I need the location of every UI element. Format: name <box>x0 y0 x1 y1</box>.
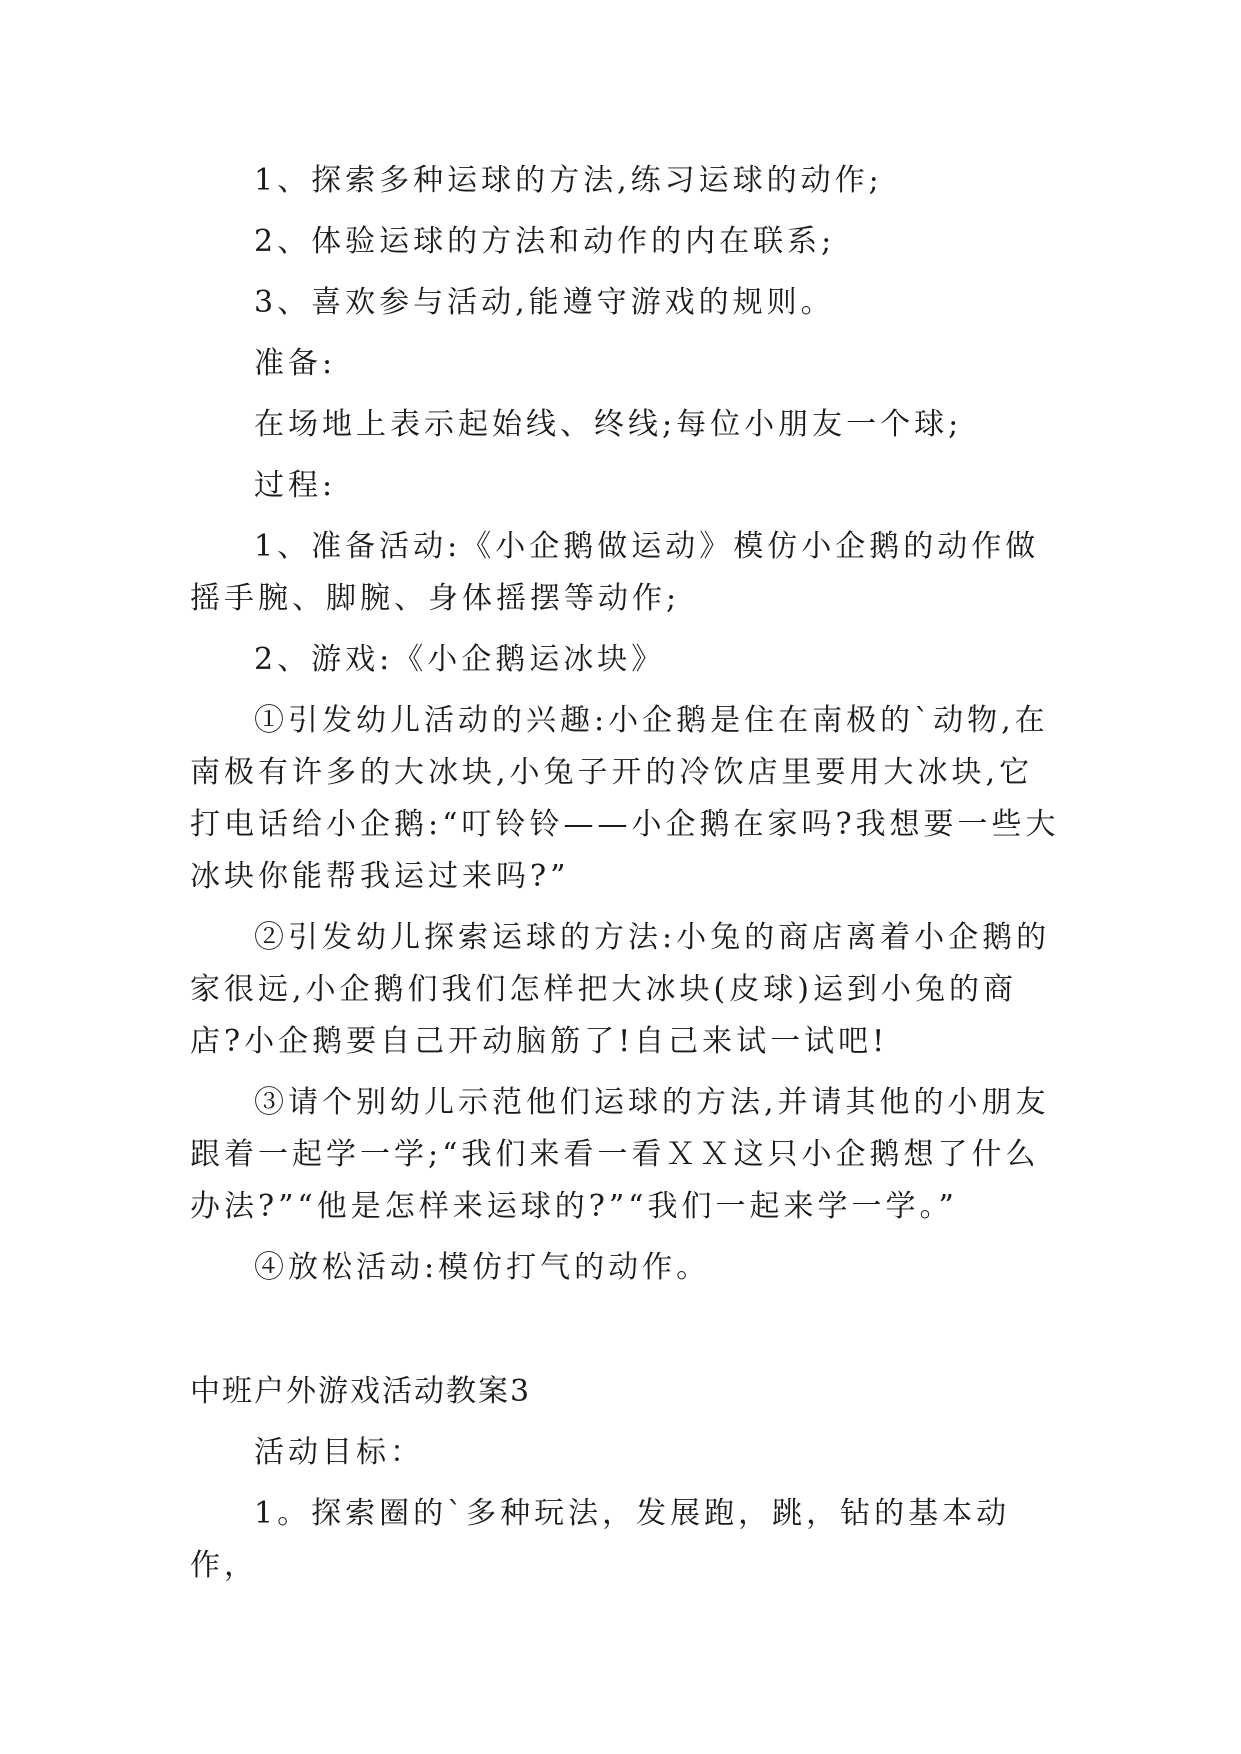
process-substep-1: ①引发幼儿活动的兴趣:小企鹅是住在南极的`动物,在南极有许多的大冰块,小兔子开的冷饮店里要用大冰块,它打电话给小企鹅:“叮铃铃——小企鹅在家吗?我想要一些大冰块你能帮我运过来吗?” <box>190 703 1060 894</box>
activity-goals-label: 活动目标： <box>254 1435 424 1470</box>
goal-1: 1、探索多种运球的方法,练习运球的动作; <box>254 163 883 198</box>
process-substep-2: ②引发幼儿探索运球的方法:小兔的商店离着小企鹅的家很远,小企鹅们我们怎样把大冰块(皮球)运到小兔的商店?小企鹅要自己开动脑筋了!自己来试一试吧! <box>190 920 1051 1059</box>
goal-2: 2、体验运球的方法和动作的内在联系; <box>254 224 836 259</box>
activity-goal-1: 1。探索圈的`多种玩法，发展跑，跳，钻的基本动作， <box>190 1496 1011 1583</box>
section-heading: 中班户外游戏活动教案3 <box>190 1374 532 1409</box>
preparation-text: 在场地上表示起始线、终线;每位小朋友一个球; <box>254 407 963 442</box>
goal-3: 3、喜欢参与活动,能遵守游戏的规则。 <box>254 285 835 320</box>
process-step-1: 1、准备活动:《小企鹅做运动》模仿小企鹅的动作做摇手腕、脚腕、身体摇摆等动作; <box>190 529 1040 616</box>
process-step-2: 2、游戏:《小企鹅运冰块》 <box>254 642 666 677</box>
preparation-label: 准备: <box>254 346 337 381</box>
process-substep-4: ④放松活动:模仿打气的动作。 <box>254 1250 711 1285</box>
process-label: 过程: <box>254 468 337 503</box>
document-body <box>190 155 1062 1601</box>
process-substep-3: ③请个别幼儿示范他们运球的方法,并请其他的小朋友跟着一起学一学;“我们来看一看ＸＸ这只小企鹅想了什么办法?”“他是怎样来运球的?”“我们一起来学一学。” <box>190 1085 1050 1224</box>
